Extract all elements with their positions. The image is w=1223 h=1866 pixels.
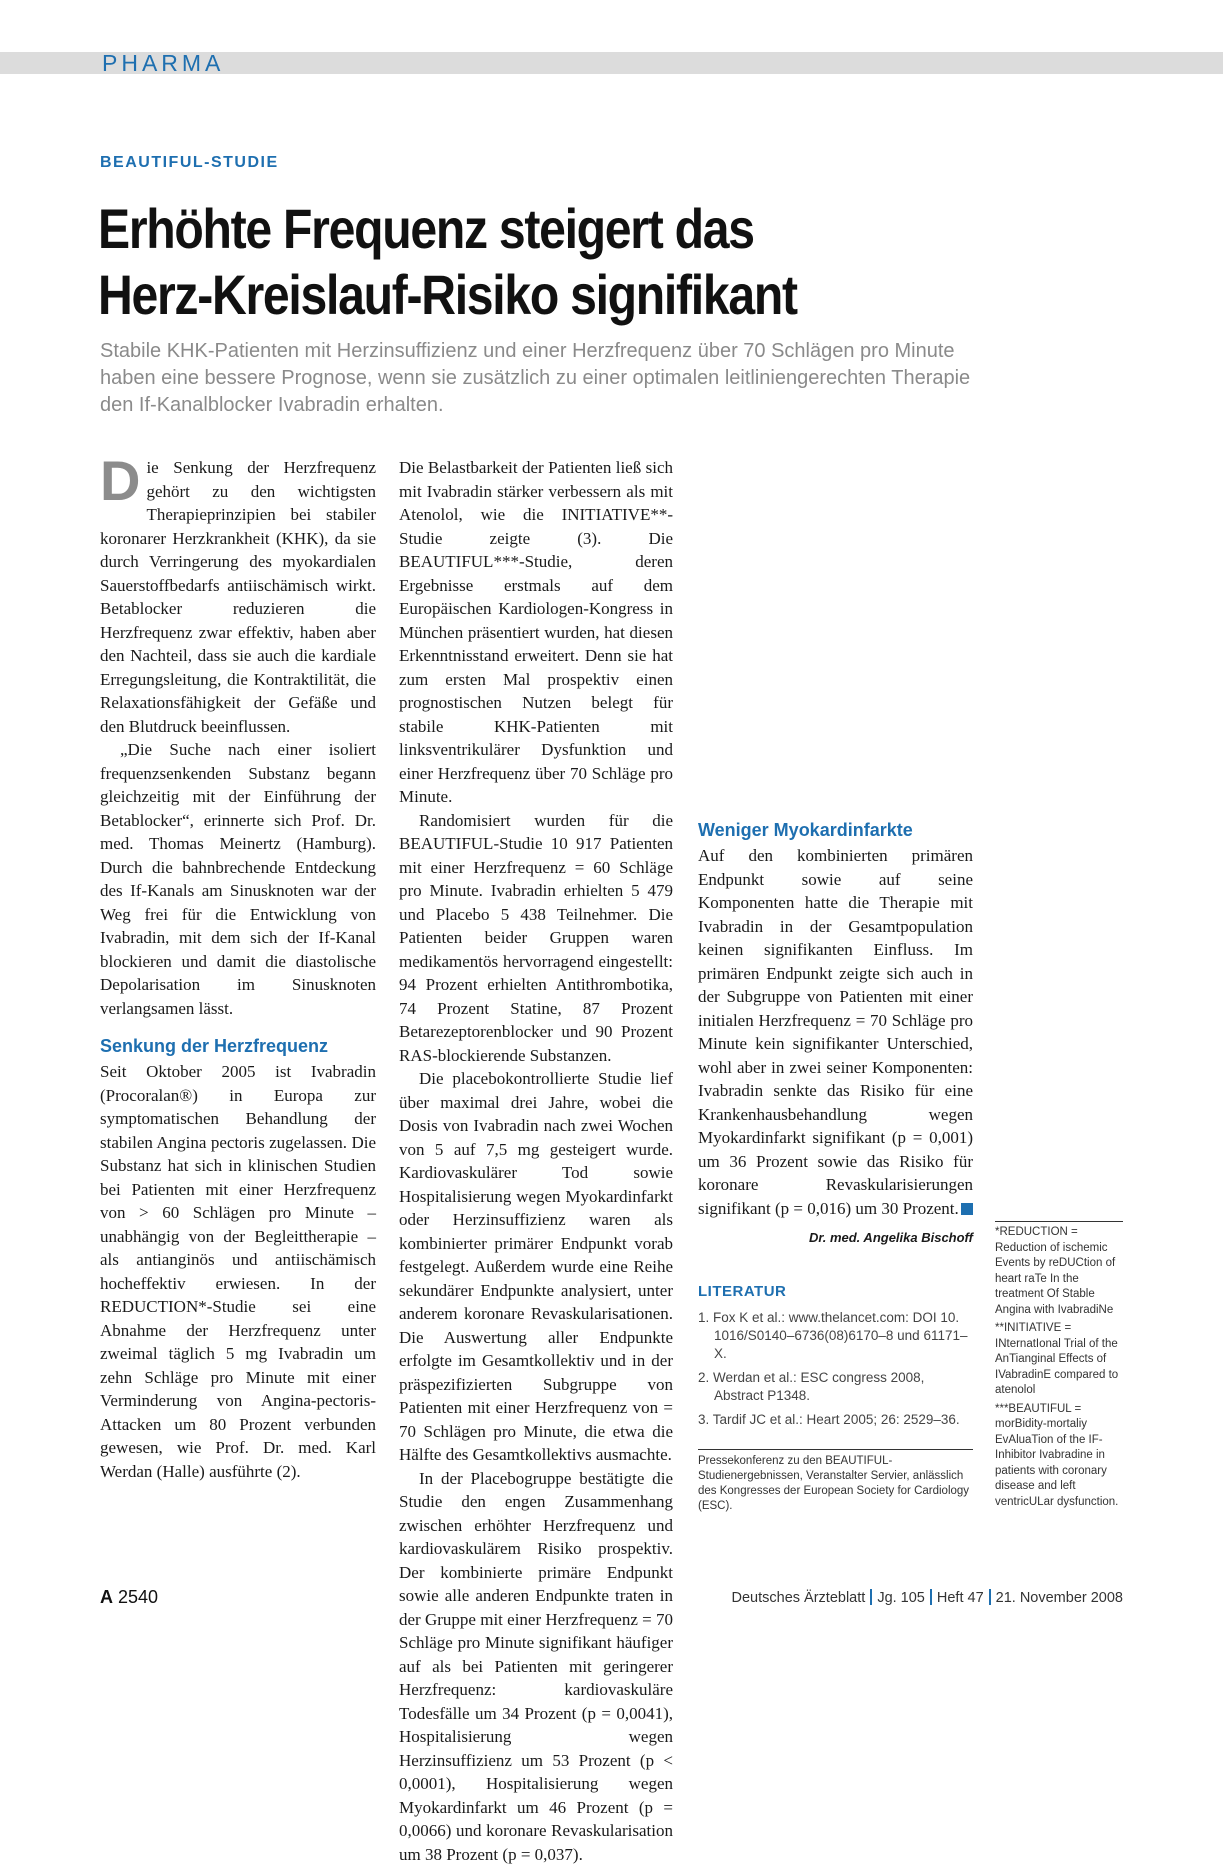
journal-date: 21. November 2008 [996, 1590, 1123, 1606]
separator [870, 1589, 872, 1605]
footnotes [995, 1221, 1123, 1513]
article-title [98, 196, 1001, 328]
footnote: *REDUCTION = Reduction of ischemic Events by reDUCtion of heart raTe In the treatment Of Stable Angina with IvabradiNe [995, 1225, 1123, 1318]
body-paragraph: Die placebokontrollierte Studie lief über maximal drei Jahre, wobei die Dosis von Ivabradin nach zwei Wochen von 5 auf 7,5 mg gesteigert wurde. Kardiovaskulärer Tod sowie Hospitalisierung wegen Myokardinfarkt oder Herzinsuffizienz waren als kombinierter primärer Endpunkt vorab festgelegt. Außerdem wurde eine Reihe sekundärer Endpunkte analysiert, unter anderem koronare Revaskularisationen. Die Auswertung aller Endpunkte erfolgte im Gesamtkollektiv und in der präspezifizierten Subgruppe von Patienten mit einer Herzfrequenz von = 70 Schlägen pro Minute, die etwa die Hälfte des Gesamtkollektivs ausmachte. [399, 1067, 673, 1467]
separator [989, 1589, 991, 1605]
literature-list [698, 1309, 973, 1429]
journal-volume: Jg. 105 [877, 1590, 925, 1606]
subheading: Weniger Myokardinfarkte [698, 818, 973, 842]
body-paragraph: In der Placebogruppe bestätigte die Studie den engen Zusammenhang zwischen erhöhter Herzfrequenz und kardiovaskulärem Risiko prospektiv. Der kombinierte primäre Endpunkt sowie alle anderen Endpunkte traten in der Gruppe mit einer Herzfrequenz = 70 Schläge pro Minute signifikant häufiger auf als bei Patienten mit geringerer Herzfrequenz: kardiovaskuläre Todesfälle um 34 Prozent (p = 0,0041), Hospitalisierung wegen Herzinsuffizienz um 53 Prozent (p < 0,0001), Hospitalisierung wegen Myokardinfarkt um 46 Prozent (p = 0,0066) und koronare Revaskularisation um 38 Prozent (p = 0,037). [399, 1467, 673, 1866]
drop-cap: D [100, 458, 140, 504]
title-line-2: Herz-Kreislauf-Risiko signifikant [98, 263, 797, 326]
journal-issue: Heft 47 [937, 1590, 984, 1606]
page-number [100, 1587, 158, 1608]
literature-item: 2. Werdan et al.: ESC congress 2008, Abstract P1348. [698, 1369, 973, 1405]
literature-item: 1. Fox K et al.: www.thelancet.com: DOI 10. 1016/S0140–6736(08)6170–8 und 61171–X. [698, 1309, 973, 1363]
body-paragraph: „Die Suche nach einer isoliert frequenzsenkenden Substanz begann gleichzeitig mit der Einführung der Betablocker“, erinnerte sich Prof. Dr. med. Thomas Meinertz (Hamburg). Durch die bahnbrechende Entdeckung des If-Kanals am Sinusknoten war der Weg frei für die Entwicklung von Ivabradin, mit dem sich der If-Kanal blockieren und damit die diastolische Depolarisation im Sinusknoten verlangsamen lässt. [100, 738, 376, 1020]
separator [930, 1589, 932, 1605]
author: Dr. med. Angelika Bischoff [698, 1226, 973, 1250]
page-prefix: A [100, 1587, 113, 1607]
text-column-1 [100, 456, 376, 1483]
literature-item: 3. Tardif JC et al.: Heart 2005; 26: 2529–36. [698, 1411, 973, 1429]
body-paragraph [100, 456, 376, 738]
journal-name: Deutsches Ärzteblatt [732, 1590, 866, 1606]
paragraph-text: ie Senkung der Herzfrequenz gehört zu den wichtigsten Therapieprinzipien bei stabiler koronarer Herzkrankheit (KHK), da sie durch Verringerung des myokardialen Sauerstoffbedarfs antiischämisch wirkt. Betablocker reduzieren die Herzfrequenz zwar effektiv, haben aber den Nachteil, dass sie auch die kardiale Erregungsleitung, die Kontraktilität, die Relaxationsfähigkeit der Gefäße und den Blutdruck beeinflussen. [100, 458, 376, 736]
body-paragraph: Randomisiert wurden für die BEAUTIFUL-Studie 10 917 Patienten mit einer Herzfrequenz = 60 Schläge pro Minute. Ivabradin erhielten 5 479 und Placebo 5 438 Teilnehmer. Die Patienten beider Gruppen waren medikamentös hervorragend eingestellt: 94 Prozent erhielten Antithrombotika, 74 Prozent Statine, 87 Prozent Betarezeptorenblocker und 90 Prozent RAS-blockierende Substanzen. [399, 809, 673, 1068]
body-paragraph: Die Belastbarkeit der Patienten ließ sich mit Ivabradin stärker verbessern als mit Atenolol, wie die INITIATIVE**-Studie zeigte (3). Die BEAUTIFUL***-Studie, deren Ergebnisse erstmals auf dem Europäischen Kardiologen-Kongress in München präsentiert wurden, hat diesen Erkenntnisstand erweitert. Denn sie hat zum ersten Mal prospektiv einen prognostischen Nutzen belegt für stabile KHK-Patienten mit linksventrikulärer Dysfunktion und einer Herzfrequenz über 70 Schläge pro Minute. [399, 456, 673, 809]
body-paragraph [698, 844, 973, 1220]
section-label: PHARMA [102, 50, 224, 77]
article-lead: Stabile KHK-Patienten mit Herzinsuffizienz und einer Herzfrequenz über 70 Schlägen pro Minute haben eine bessere Prognose, wenn sie zusätzlich zu einer optimalen leitliniengerechten Therapie den If-Kanalblocker Ivabradin erhalten. [100, 338, 980, 419]
footnote: ***BEAUTIFUL = morBidity-mortaliy EvAluaTion of the IF-Inhibitor Ivabradine in patients with coronary disease and left ventricULar dysfunction. [995, 1402, 1123, 1511]
journal-info [732, 1589, 1123, 1606]
page-number-value: 2540 [118, 1587, 158, 1607]
footnote: **INITIATIVE = INternatIonal Trial of the AnTianginal Effects of IVabradinE compared to atenolol [995, 1321, 1123, 1399]
title-line-1: Erhöhte Frequenz steigert das [98, 197, 754, 260]
text-column-2 [399, 456, 673, 1866]
subheading: Senkung der Herzfrequenz [100, 1034, 376, 1058]
body-paragraph: Seit Oktober 2005 ist Ivabradin (Procoralan®) in Europa zur symptomatischen Behandlung der stabilen Angina pectoris zugelassen. Die Substanz hat sich in klinischen Studien bei Patienten mit einer Herzfrequenz von > 60 Schlägen pro Minute – unabhängig von der Begleittherapie – als antianginös und antiischämisch hocheffektiv erwiesen. In der REDUCTION*-Studie sei eine Abnahme der Herzfrequenz unter zweimal täglich 5 mg Ivabradin um zehn Schläge pro Minute mit einer Verminderung von Angina-pectoris-Attacken um 80 Prozent verbunden gewesen, wie Prof. Dr. med. Karl Werdan (Halle) ausführte (2). [100, 1060, 376, 1483]
literature-heading: LITERATUR [698, 1280, 973, 1304]
end-mark-icon [961, 1203, 973, 1215]
paragraph-text: Auf den kombinierten primären Endpunkt sowie auf seine Komponenten hatte die Therapie mit Ivabradin in der Gesamtpopulation keinen signifikanten Einfluss. Im primären Endpunkt zeigte sich auch in der Subgruppe von Patienten mit einer initialen Herzfrequenz = 70 Schläge pro Minute kein signifikanter Unterschied, wohl aber in zwei seiner Komponenten: Ivabradin senkte das Risiko für eine Krankenhausbehandlung wegen Myokardinfarkt signifikant (p = 0,001) um 36 Prozent sowie das Risiko für koronare Revaskularisierungen signifikant (p = 0,016) um 30 Prozent. [698, 846, 973, 1218]
press-note: Pressekonferenz zu den BEAUTIFUL-Studienergebnissen, Veranstalter Servier, anlässlich des Kongresses der European Society for Cardiology (ESC). [698, 1449, 973, 1514]
text-column-3 [698, 456, 973, 1514]
article-kicker: BEAUTIFUL-STUDIE [100, 154, 279, 172]
